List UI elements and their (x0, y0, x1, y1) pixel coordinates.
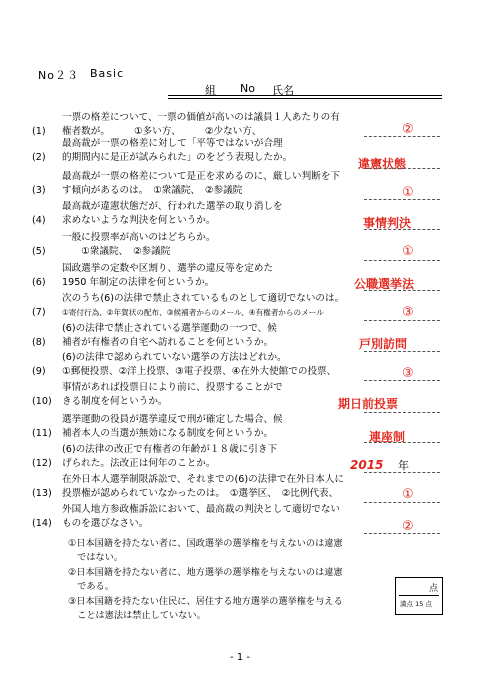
question-12 (32, 443, 277, 471)
question-line: (6)の法律で認められていない選挙の方法はどれか。 (62, 352, 287, 363)
question-line: げられた。法改正は何年のことか。 (62, 458, 216, 469)
answer-blank (364, 136, 440, 137)
score-box (395, 577, 443, 615)
answer-8: 戸別訪問 (359, 337, 408, 351)
answer-blank (364, 290, 440, 291)
answer-4: 事情判決 (363, 216, 412, 230)
question-2 (32, 137, 292, 165)
q14-option-line: ことは憲法は禁止していない。 (68, 610, 206, 621)
question-line: 投票権が認められていなかったのは。 ①選挙区、 ②比例代表、 (62, 488, 339, 499)
question-text (62, 473, 344, 501)
answer-10: 期日前投票 (338, 397, 399, 411)
answer-blank (364, 260, 440, 261)
score-label: 点 (428, 584, 438, 594)
question-14 (32, 503, 340, 531)
answer-14: ② (402, 519, 414, 534)
question-number: (7) (32, 307, 46, 318)
question-text (62, 137, 292, 165)
question-line: 選挙運動の役員が選挙違反で刑が確定した場合、候 (62, 414, 283, 425)
question-13 (32, 473, 344, 501)
question-number: (2) (32, 152, 46, 163)
question-line: きる制度を何というか。 (62, 396, 168, 407)
question-line: 一票の格差について、一票の価値が高いのは議員１人あたりの有 (62, 112, 340, 123)
answer-blank (364, 320, 440, 321)
question-number: (9) (32, 366, 46, 377)
question-text (62, 381, 283, 409)
answer-13: ① (402, 487, 414, 502)
answer-blank (364, 412, 440, 413)
name-underline (168, 95, 442, 96)
question-line: 次のうち(6)の法律で禁止されているものとして適切でないのは。 (62, 293, 345, 304)
question-number: (14) (32, 518, 52, 529)
question-number: (1) (32, 126, 46, 137)
question-line: 補者本人の当選が無効になる制度を何というか。 (62, 428, 274, 439)
question-number: (8) (32, 337, 46, 348)
question-text (62, 262, 273, 290)
class-label: 組 (205, 84, 216, 97)
question-10 (32, 381, 283, 409)
question-line: (6)の法律で禁止されている選挙運動の一つで、候 (62, 323, 277, 334)
question-line: ①寄付行為、②年賀状の配布、③候補者からのメール、④有権者からのメール (62, 308, 324, 317)
question-3 (32, 170, 340, 198)
question-line: 一般に投票率が高いのはどちらか。 (62, 232, 216, 243)
answer-blank (364, 168, 440, 169)
question-line: 1950 年制定の法律を何というか。 (62, 277, 215, 288)
q14-option-line: ではない。 (68, 552, 124, 563)
answer-blank (364, 199, 440, 200)
question-line: 的期間内に是正が試みられた」のをどう表現したか。 (62, 152, 293, 163)
question-text (62, 200, 283, 228)
question-8 (32, 322, 277, 350)
question-number: (5) (32, 246, 46, 257)
score-total: 満点 15 点 (400, 600, 432, 608)
question-line: す傾向があるのは。 ①衆議院、 ②参議院 (62, 185, 243, 196)
worksheet-number: No２３ (38, 69, 79, 82)
question-line: ものを選びなさい。 (62, 518, 149, 529)
question-text (62, 503, 340, 531)
answer-blank (364, 472, 440, 473)
question-line: 最高裁が一票の格差について是正を求めるのに、厳しい判断を下 (62, 171, 341, 182)
question-text (62, 231, 216, 259)
question-number: (11) (32, 428, 52, 439)
answer-1: ② (402, 122, 414, 137)
answer-5: ① (402, 244, 414, 259)
answer-2: 違憲状態 (358, 157, 407, 171)
question-number: (13) (32, 488, 52, 499)
question-number: (10) (32, 396, 52, 407)
answer-unit: 年 (398, 459, 409, 472)
answer-blank (364, 502, 440, 503)
question-line: 最高裁が一票の格差に対して「平等ではないが合理 (62, 138, 283, 149)
question-text (62, 170, 340, 198)
question-number: (12) (32, 458, 52, 469)
question-line: 事情があれば投票日により前に、投票することがで (62, 382, 283, 393)
question-6 (32, 262, 273, 290)
question-line: 最高裁が違憲状態だが、行われた選挙の取り消しを (62, 201, 283, 212)
question-text (62, 351, 336, 379)
question-line: (6)の法律の改正で有権者の年齢が１８歳に引き下 (62, 444, 278, 455)
question-line: ①郵便投票、②洋上投票、③電子投票、④在外大使館での投票、 (62, 366, 337, 377)
question-5 (32, 231, 216, 259)
question-line: 補者が有権者の自宅へ訪れることを何というか。 (62, 337, 274, 348)
answer-9: ③ (402, 366, 414, 381)
answer-blank (364, 442, 440, 443)
question-line: 権者数が。 ①多い方、 ②少ない方、 (62, 126, 262, 137)
question-number: (4) (32, 215, 46, 226)
answer-3: ① (402, 185, 414, 200)
answer-blank (364, 351, 440, 352)
q14-option-line: ③日本国籍を持たない住民に、居住する地方選挙の選挙権を与える (68, 596, 343, 607)
question-line: 在外日本人選挙制限訴訟で、それまでの(6)の法律で在外日本人に (62, 474, 345, 485)
name-label: 氏名 (272, 84, 294, 97)
q14-option-line: ①日本国籍を持たない者に、国政選挙の選挙権を与えないのは違憲 (68, 538, 343, 549)
name-underline-double (168, 98, 442, 99)
page-number: - 1 - (230, 652, 250, 663)
question-1 (32, 111, 340, 139)
question-text (62, 292, 344, 320)
question-line: 外国人地方参政権訴訟において、最高裁の判決として適切でない (62, 504, 341, 515)
answer-12: 2015 (350, 458, 384, 472)
question-7 (32, 292, 344, 320)
answer-blank (364, 229, 440, 230)
answer-6: 公職選挙法 (354, 277, 415, 291)
question-text (62, 111, 340, 139)
question-text (62, 322, 277, 350)
worksheet-level: Basic (90, 67, 125, 80)
answer-11: 連座制 (369, 430, 406, 444)
question-line: 求めないような判決を何というか。 (62, 215, 216, 226)
no-label: No (240, 82, 255, 95)
question-number: (6) (32, 277, 46, 288)
question-line: ①衆議院、 ②参議院 (62, 246, 171, 257)
q14-option-line: ②日本国籍を持たない者に、地方選挙の選挙権を与えないのは違憲 (68, 567, 343, 578)
answer-blank (364, 380, 440, 381)
question-text (62, 413, 283, 441)
question-9 (32, 351, 336, 379)
answer-7: ③ (402, 305, 414, 320)
question-line: 国政選挙の定数や区割り、選挙の違反等を定めた (62, 263, 274, 274)
question-number: (3) (32, 185, 46, 196)
question-4 (32, 200, 283, 228)
question-11 (32, 413, 283, 441)
q14-option-line: である。 (68, 581, 114, 592)
answer-blank (364, 533, 440, 534)
question-text (62, 443, 277, 471)
